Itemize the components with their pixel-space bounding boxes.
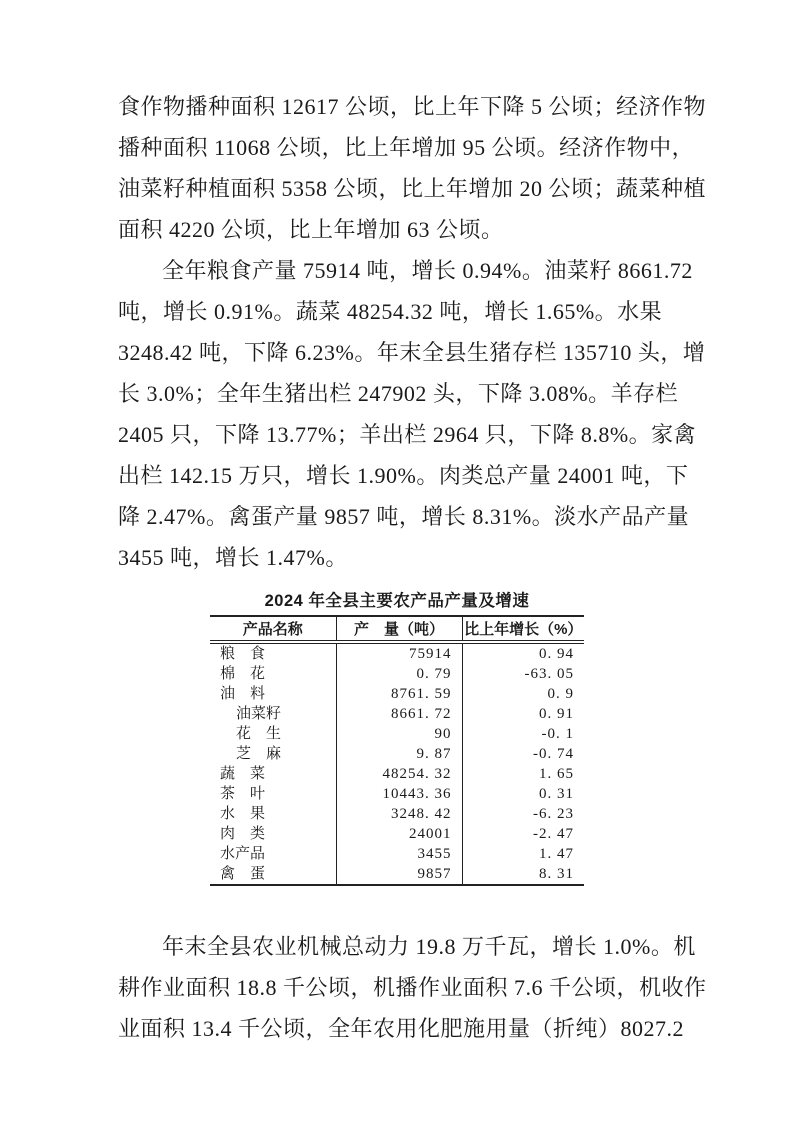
paragraph-line: 食作物播种面积 12617 公顷，比上年下降 5 公顷；经济作物: [118, 94, 707, 119]
paragraph-line: 2405 只，下降 13.77%；羊出栏 2964 只，下降 8.8%。家禽: [118, 422, 697, 447]
table-row: [210, 864, 584, 885]
column-header-product: 产品名称: [210, 616, 336, 642]
paragraph-agri-output: [118, 250, 718, 578]
growth-cell: -2. 47: [533, 826, 574, 842]
table-row: [210, 804, 584, 824]
product-name-cell: 水产品: [210, 844, 336, 864]
product-name-cell: 花 生: [210, 724, 336, 744]
output-cell: 9857: [336, 864, 462, 885]
table-row: [210, 764, 584, 784]
product-name-cell: 水 果: [210, 804, 336, 824]
product-name-cell: 芝 麻: [210, 744, 336, 764]
table-row: [210, 724, 584, 744]
growth-cell: 0. 31: [539, 786, 574, 802]
growth-cell: 1. 47: [539, 846, 574, 862]
table-row: [210, 824, 584, 844]
growth-cell: -63. 05: [524, 666, 574, 682]
table-header-row: [210, 616, 584, 642]
column-header-output: 产 量（吨）: [336, 616, 462, 642]
paragraph-machinery: [118, 926, 718, 1049]
growth-cell: -6. 23: [533, 806, 574, 822]
paragraph-line: 油菜籽种植面积 5358 公顷，比上年增加 20 公顷；蔬菜种植: [118, 176, 707, 201]
output-cell: 0. 79: [336, 664, 462, 684]
output-cell: 8661. 72: [336, 704, 462, 724]
agri-products-table-block: [210, 590, 584, 886]
product-name-cell: 油菜籽: [210, 704, 336, 724]
page-content: [118, 86, 718, 1049]
product-name-cell: 茶 叶: [210, 784, 336, 804]
product-name-cell: 蔬 菜: [210, 764, 336, 784]
growth-cell: -0. 74: [533, 746, 574, 762]
output-cell: 75914: [336, 642, 462, 664]
table-row: [210, 684, 584, 704]
growth-cell: 0. 94: [539, 646, 574, 662]
paragraph-line: 面积 4220 公顷，比上年增加 63 公顷。: [118, 217, 504, 242]
table-title: 2024 年全县主要农产品产量及增速: [264, 592, 530, 610]
table-row: [210, 664, 584, 684]
growth-cell: -0. 1: [541, 726, 574, 742]
paragraph-line: 3455 吨，增长 1.47%。: [118, 545, 348, 570]
paragraph-line: 3248.42 吨，下降 6.23%。年末全县生猪存栏 135710 头，增: [118, 340, 706, 365]
output-cell: 48254. 32: [336, 764, 462, 784]
product-name-cell: 油 料: [210, 684, 336, 704]
paragraph-line: 出栏 142.15 万只，增长 1.90%。肉类总产量 24001 吨，下: [118, 463, 689, 488]
table-row: [210, 704, 584, 724]
output-cell: 9. 87: [336, 744, 462, 764]
output-cell: 3248. 42: [336, 804, 462, 824]
output-cell: 3455: [336, 844, 462, 864]
product-name-cell: 粮 食: [210, 642, 336, 664]
output-cell: 8761. 59: [336, 684, 462, 704]
output-cell: 90: [336, 724, 462, 744]
table-row: [210, 844, 584, 864]
paragraph-line: 耕作业面积 18.8 千公顷，机播作业面积 7.6 千公顷，机收作: [118, 975, 707, 1000]
growth-cell: 8. 31: [462, 864, 584, 885]
table-row: [210, 642, 584, 664]
paragraph-line: 年末全县农业机械总动力 19.8 万千瓦，增长 1.0%。机: [162, 934, 696, 959]
table-row: [210, 784, 584, 804]
paragraph-line: 降 2.47%。禽蛋产量 9857 吨，增长 8.31%。淡水产品产量: [118, 504, 690, 529]
table-row: [210, 744, 584, 764]
agri-products-table: [210, 615, 584, 886]
paragraph-line: 播种面积 11068 公顷，比上年增加 95 公顷。经济作物中，: [118, 135, 695, 160]
paragraph-line: 业面积 13.4 千公顷，全年农用化肥施用量（折纯）8027.2: [118, 1016, 685, 1041]
output-cell: 10443. 36: [336, 784, 462, 804]
paragraph-crop-area: [118, 86, 718, 250]
paragraph-line: 长 3.0%；全年生猪出栏 247902 头，下降 3.08%。羊存栏: [118, 381, 679, 406]
output-cell: 24001: [336, 824, 462, 844]
growth-cell: 0. 9: [547, 686, 574, 702]
paragraph-line: 全年粮食产量 75914 吨，增长 0.94%。油菜籽 8661.72: [162, 258, 693, 283]
product-name-cell: 禽 蛋: [210, 864, 336, 885]
growth-cell: 1. 65: [539, 766, 574, 782]
paragraph-line: 吨，增长 0.91%。蔬菜 48254.32 吨，增长 1.65%。水果: [118, 299, 663, 324]
product-name-cell: 肉 类: [210, 824, 336, 844]
column-header-growth: 比上年增长（%）: [462, 616, 584, 642]
product-name-cell: 棉 花: [210, 664, 336, 684]
growth-cell: 0. 91: [539, 706, 574, 722]
